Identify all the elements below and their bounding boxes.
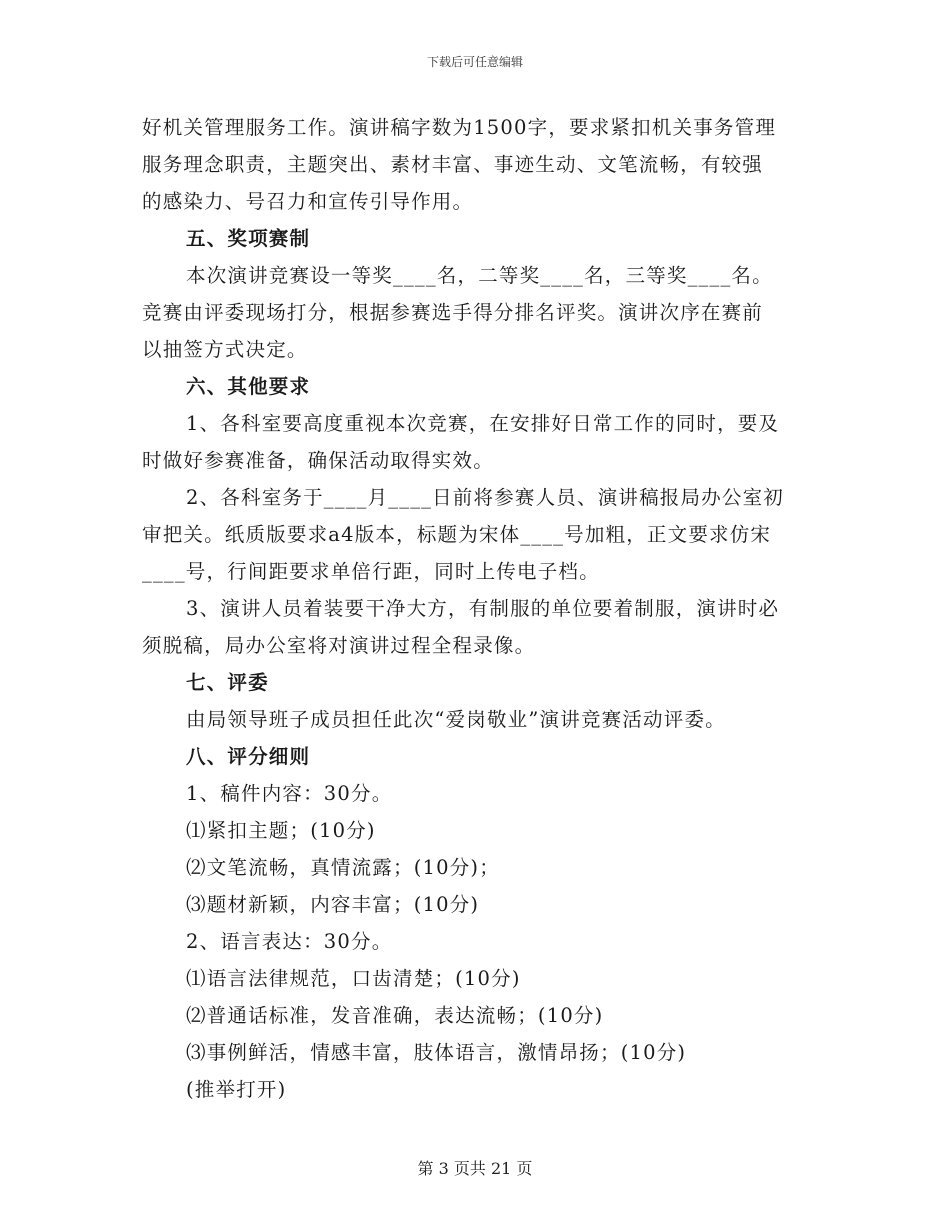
section-heading-6: 六、其他要求 [186,375,311,398]
paragraph-line: 由局领导班子成员担任此次“爱岗敬业”演讲竞赛活动评委。 [186,708,726,731]
paragraph-line: 竞赛由评委现场打分，根据参赛选手得分排名评奖。演讲次序在赛前 [142,301,764,324]
paragraph-line: 服务理念职责，主题突出、素材丰富、事迹生动、文笔流畅，有较强 [142,153,764,176]
list-item: ⑶事例鲜活，情感丰富，肢体语言，激情昂扬；(10分) [186,1041,687,1064]
paragraph-line: 2、各科室务于____月____日前将参赛人员、演讲稿报局办公室初 [186,486,785,509]
list-item: 1、稿件内容：30分。 [186,782,393,805]
paragraph-line: 须脱稿，局办公室将对演讲过程全程录像。 [142,634,536,657]
paragraph-line: 1、各科室要高度重视本次竞赛，在安排好日常工作的同时，要及 [186,412,780,435]
list-item: ⑵普通话标准，发音准确，表达流畅；(10分) [186,1004,604,1027]
list-item: ⑵文笔流畅，真情流露；(10分)； [186,856,500,879]
page-header: 下载后可任意编辑 [426,55,523,69]
paragraph-line: 本次演讲竞赛设一等奖____名，二等奖____名，三等奖____名。 [186,264,773,287]
list-item: ⑶题材新颖，内容丰富；(10分) [186,893,480,916]
paragraph-line: ____号，行间距要求单倍行距，同时上传电子档。 [142,560,600,583]
paragraph-line: 审把关。纸质版要求a4版本，标题为宋体____号加粗，正文要求仿宋 [142,523,772,546]
paragraph-line: 的感染力、号召力和宣传引导作用。 [142,190,474,213]
paragraph-line: 时做好参赛准备，确保活动取得实效。 [142,449,494,472]
paragraph-line: 3、演讲人员着装要干净大方，有制服的单位要着制服，演讲时必 [186,597,780,620]
page-footer: 第 3 页共 21 页 [417,1159,533,1178]
list-item: ⑴语言法律规范，口齿清楚；(10分) [186,967,521,990]
list-item: 2、语言表达：30分。 [186,930,393,953]
list-item: ⑴紧扣主题；(10分) [186,819,376,842]
section-heading-8: 八、评分细则 [186,745,311,768]
list-item: (推举打开) [186,1078,287,1101]
section-heading-7: 七、评委 [186,671,269,694]
section-heading-5: 五、奖项赛制 [186,227,311,250]
paragraph-line: 好机关管理服务工作。演讲稿字数为1500字，要求紧扣机关事务管理 [142,116,777,139]
paragraph-line: 以抽签方式决定。 [142,338,308,361]
